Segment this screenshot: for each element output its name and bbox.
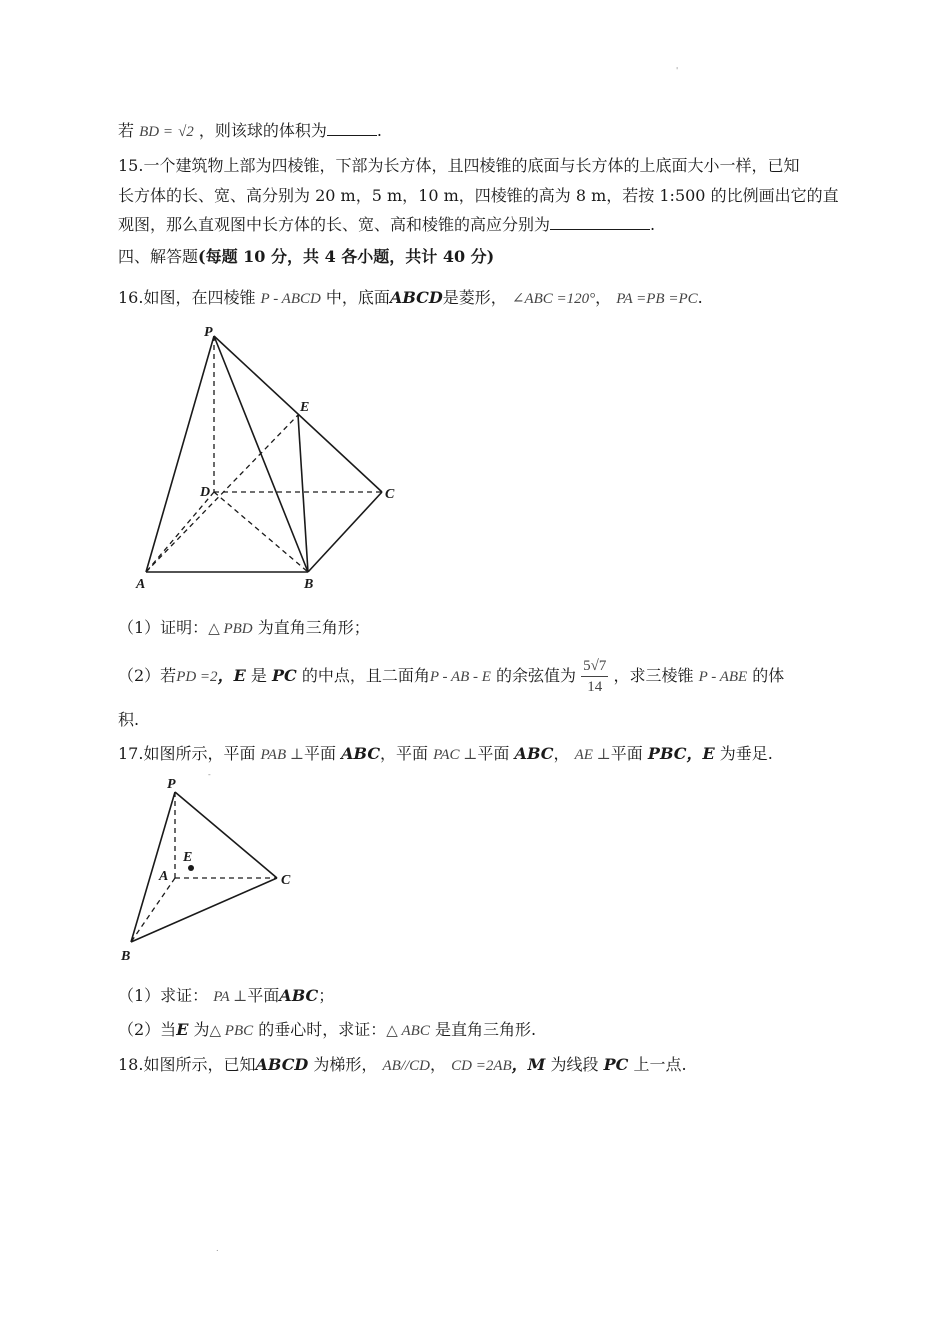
- text: .: [650, 215, 656, 234]
- text: PBC: [647, 744, 687, 763]
- text: ABCD: [255, 1055, 309, 1074]
- q17-stem: [118, 743, 773, 766]
- text: ；: [318, 986, 335, 1005]
- math: P - ABCD: [260, 291, 321, 307]
- math: √2: [178, 124, 194, 140]
- text: 平面: [247, 986, 280, 1005]
- text: 的中点，且二面角: [301, 666, 430, 685]
- label-P: P: [204, 325, 213, 340]
- text: （2）若: [118, 666, 177, 685]
- label-B: B: [121, 949, 131, 964]
- figure-16-pyramid: [120, 320, 410, 600]
- math: △ ABC: [386, 1023, 430, 1039]
- math: PA =PB =PC: [616, 291, 698, 307]
- text: 观图，那么直观图中长方体的长、宽、高和棱锥的高应分别为: [118, 215, 551, 234]
- text: E: [176, 1020, 189, 1039]
- text: 为: [193, 1020, 210, 1039]
- text: 是菱形，: [442, 288, 507, 307]
- text: ，求三棱锥: [613, 666, 694, 685]
- fraction-numerator: 5√7: [581, 656, 608, 677]
- scan-dot: -: [208, 770, 211, 779]
- math: △ PBD: [208, 621, 253, 637]
- text: (每题 10 分，共 4 各小题，共计 40 分): [198, 247, 495, 266]
- text: 的体: [752, 666, 785, 685]
- text: ，平面: [380, 744, 429, 763]
- text: 若: [118, 121, 135, 140]
- text: ABC: [514, 744, 554, 763]
- q18-stem: [118, 1054, 687, 1077]
- text: ，: [595, 288, 612, 307]
- math: PD =2: [176, 669, 218, 685]
- text: ，则该球的体积为: [198, 121, 327, 140]
- section-title: [118, 246, 494, 268]
- text: 平面: [303, 744, 336, 763]
- math: PAC ⊥: [433, 747, 478, 763]
- text: 是直角三角形.: [434, 1020, 537, 1039]
- math: △ PBC: [209, 1023, 254, 1039]
- text: ，E: [686, 744, 715, 763]
- q15-line2: 长方体的长、宽、高分别为 20 m，5 m，10 m，四棱锥的高为 8 m，若按 1:500 的比例画出它的直: [118, 186, 839, 205]
- q15-line1: 15.一个建筑物上部为四棱锥，下部为长方体，且四棱锥的底面与长方体的上底面大小一样，已知: [118, 156, 800, 175]
- q15-line3: [118, 214, 655, 236]
- text: 中，底面: [325, 288, 390, 307]
- math: PAB ⊥: [260, 747, 304, 763]
- math: P - ABE: [698, 669, 748, 685]
- text: ，M: [511, 1055, 546, 1074]
- q17-part2: [118, 1019, 536, 1042]
- text: 是: [250, 666, 267, 685]
- q16-part2: [118, 651, 784, 701]
- q16-part2-line2: 积.: [118, 710, 140, 729]
- label-A: A: [159, 869, 169, 884]
- q16-stem: [118, 287, 703, 310]
- math: AE ⊥: [574, 747, 611, 763]
- math: AB//CD: [382, 1058, 430, 1074]
- text: 16.如图，在四棱锥: [118, 288, 256, 307]
- point-E: [188, 865, 194, 871]
- text: 为线段: [550, 1055, 599, 1074]
- fraction: [581, 656, 608, 697]
- answer-blank: [327, 120, 377, 136]
- text: 为梯形，: [313, 1055, 378, 1074]
- label-E: E: [300, 400, 310, 415]
- math: CD =2AB: [451, 1058, 512, 1074]
- text: ，E: [217, 666, 246, 685]
- math: P - AB - E: [429, 669, 491, 685]
- scan-dot: .: [216, 1244, 219, 1253]
- label-B: B: [304, 577, 314, 592]
- text: ABCD: [389, 288, 443, 307]
- label-C: C: [281, 873, 291, 888]
- label-A: A: [136, 577, 146, 592]
- text: （2）当: [118, 1020, 177, 1039]
- q16-part1: [118, 617, 370, 640]
- text: ABC: [341, 744, 381, 763]
- text: 的余弦值为: [496, 666, 577, 685]
- text: ，: [553, 744, 570, 763]
- math: BD =: [139, 124, 173, 140]
- text: ，: [430, 1055, 447, 1074]
- answer-blank: [550, 214, 650, 230]
- label-E: E: [183, 850, 193, 865]
- q17-part1: [118, 985, 334, 1008]
- text: 18.如图所示，已知: [118, 1055, 256, 1074]
- text: 为直角三角形；: [257, 618, 370, 637]
- text: .: [697, 288, 703, 307]
- text: 平面: [477, 744, 510, 763]
- scan-dot: ': [676, 66, 679, 75]
- text: 的垂心时，求证：: [258, 1020, 387, 1039]
- label-C: C: [385, 487, 395, 502]
- text: （1）证明：: [118, 618, 209, 637]
- text: （1）求证：: [118, 986, 209, 1005]
- q14-tail-line: [118, 120, 382, 143]
- text: 平面: [610, 744, 643, 763]
- text: PC: [603, 1055, 629, 1074]
- fraction-denominator: 14: [587, 679, 603, 695]
- figure-17-tetrahedron: [115, 770, 315, 970]
- math: ∠ABC =120°: [511, 291, 596, 307]
- label-D: D: [200, 485, 211, 500]
- label-P: P: [167, 777, 176, 792]
- text: 上一点.: [633, 1055, 687, 1074]
- text: .: [376, 121, 383, 140]
- text: 四、解答题: [118, 247, 199, 266]
- text: 17.如图所示，平面: [118, 744, 256, 763]
- text: 为垂足.: [719, 744, 773, 763]
- text: ABC: [279, 986, 319, 1005]
- math: PA ⊥: [213, 989, 248, 1005]
- text: PC: [271, 666, 297, 685]
